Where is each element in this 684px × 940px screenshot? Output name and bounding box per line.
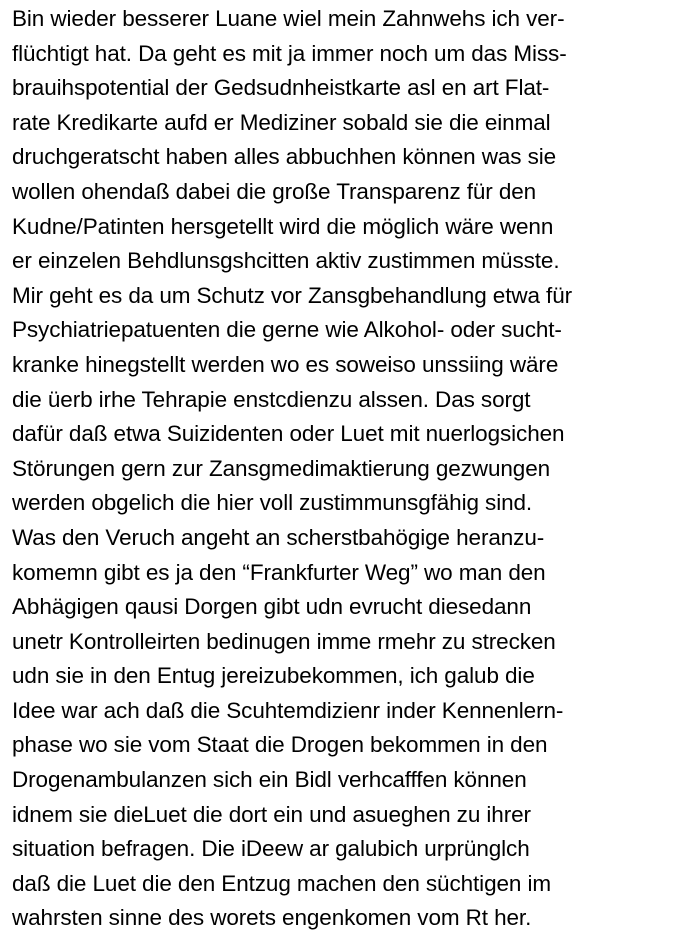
text-line: wahrsten sinne des worets engenkomen vom Rt her. — [12, 905, 532, 931]
text-line: wollen ohendaß dabei die große Transparenz für den — [12, 178, 537, 204]
text-line: druchgeratscht haben alles abbuchhen können was sie — [12, 144, 557, 170]
text-line: situation befragen. Die iDeew ar galubich urprünglch — [12, 836, 530, 862]
text-line: Psychiatriepatuenten die gerne wie Alkohol- oder sucht- — [12, 317, 562, 343]
text-line: kranke hinegstellt werden wo es soweiso unssiing wäre — [12, 351, 559, 377]
text-line: werden obgelich die hier voll zustimmunsgfähig sind. — [12, 490, 533, 516]
text-line: Idee war ach daß die Scuhtemdizienr inder Kennenlern- — [12, 697, 564, 723]
text-line: udn sie in den Entug jereizubekommen, ich galub die — [12, 663, 535, 689]
text-line: komemn gibt es ja den “Frankfurter Weg” wo man den — [12, 559, 546, 585]
text-line: brauihspotential der Gedsudnheistkarte asl en art Flat- — [12, 75, 550, 101]
text-line: flüchtigt hat. Da geht es mit ja immer noch um das Miss- — [12, 40, 567, 66]
text-line: idnem sie dieLuet die dort ein und asueghen zu ihrer — [12, 801, 531, 827]
text-line: Störungen gern zur Zansgmedimaktierung gezwungen — [12, 455, 551, 481]
text-line: Drogenambulanzen sich ein Bidl verhcafffen können — [12, 767, 527, 793]
text-line: daß die Luet die den Entzug machen den süchtigen im — [12, 870, 552, 896]
text-line: unetr Kontrolleirten bedinugen imme rmehr zu strecken — [12, 628, 556, 654]
text-line: die üerb irhe Tehrapie enstcdienzu alssen. Das sorgt — [12, 386, 531, 412]
text-line: Was den Veruch angeht an scherstbahögige heranzu- — [12, 524, 545, 550]
text-line: er einzelen Behdlunsgshcitten aktiv zustimmen müsste. — [12, 248, 560, 274]
text-line: Abhägigen qausi Dorgen gibt udn evrucht diesedann — [12, 594, 532, 620]
text-line: phase wo sie vom Staat die Drogen bekommen in den — [12, 732, 548, 758]
text-line: rate Kredikarte aufd er Mediziner sobald sie die einmal — [12, 109, 551, 135]
text-line: dafür daß etwa Suizidenten oder Luet mit nuerlogsichen — [12, 421, 565, 447]
document-page — [12, 2, 680, 936]
text-line: Bin wieder besserer Luane wiel mein Zahnwehs ich ver- — [12, 6, 565, 31]
text-line: Mir geht es da um Schutz vor Zansgbehandlung etwa für — [12, 282, 573, 308]
text-line: Kudne/Patinten hersgetellt wird die möglich wäre wenn — [12, 213, 554, 239]
